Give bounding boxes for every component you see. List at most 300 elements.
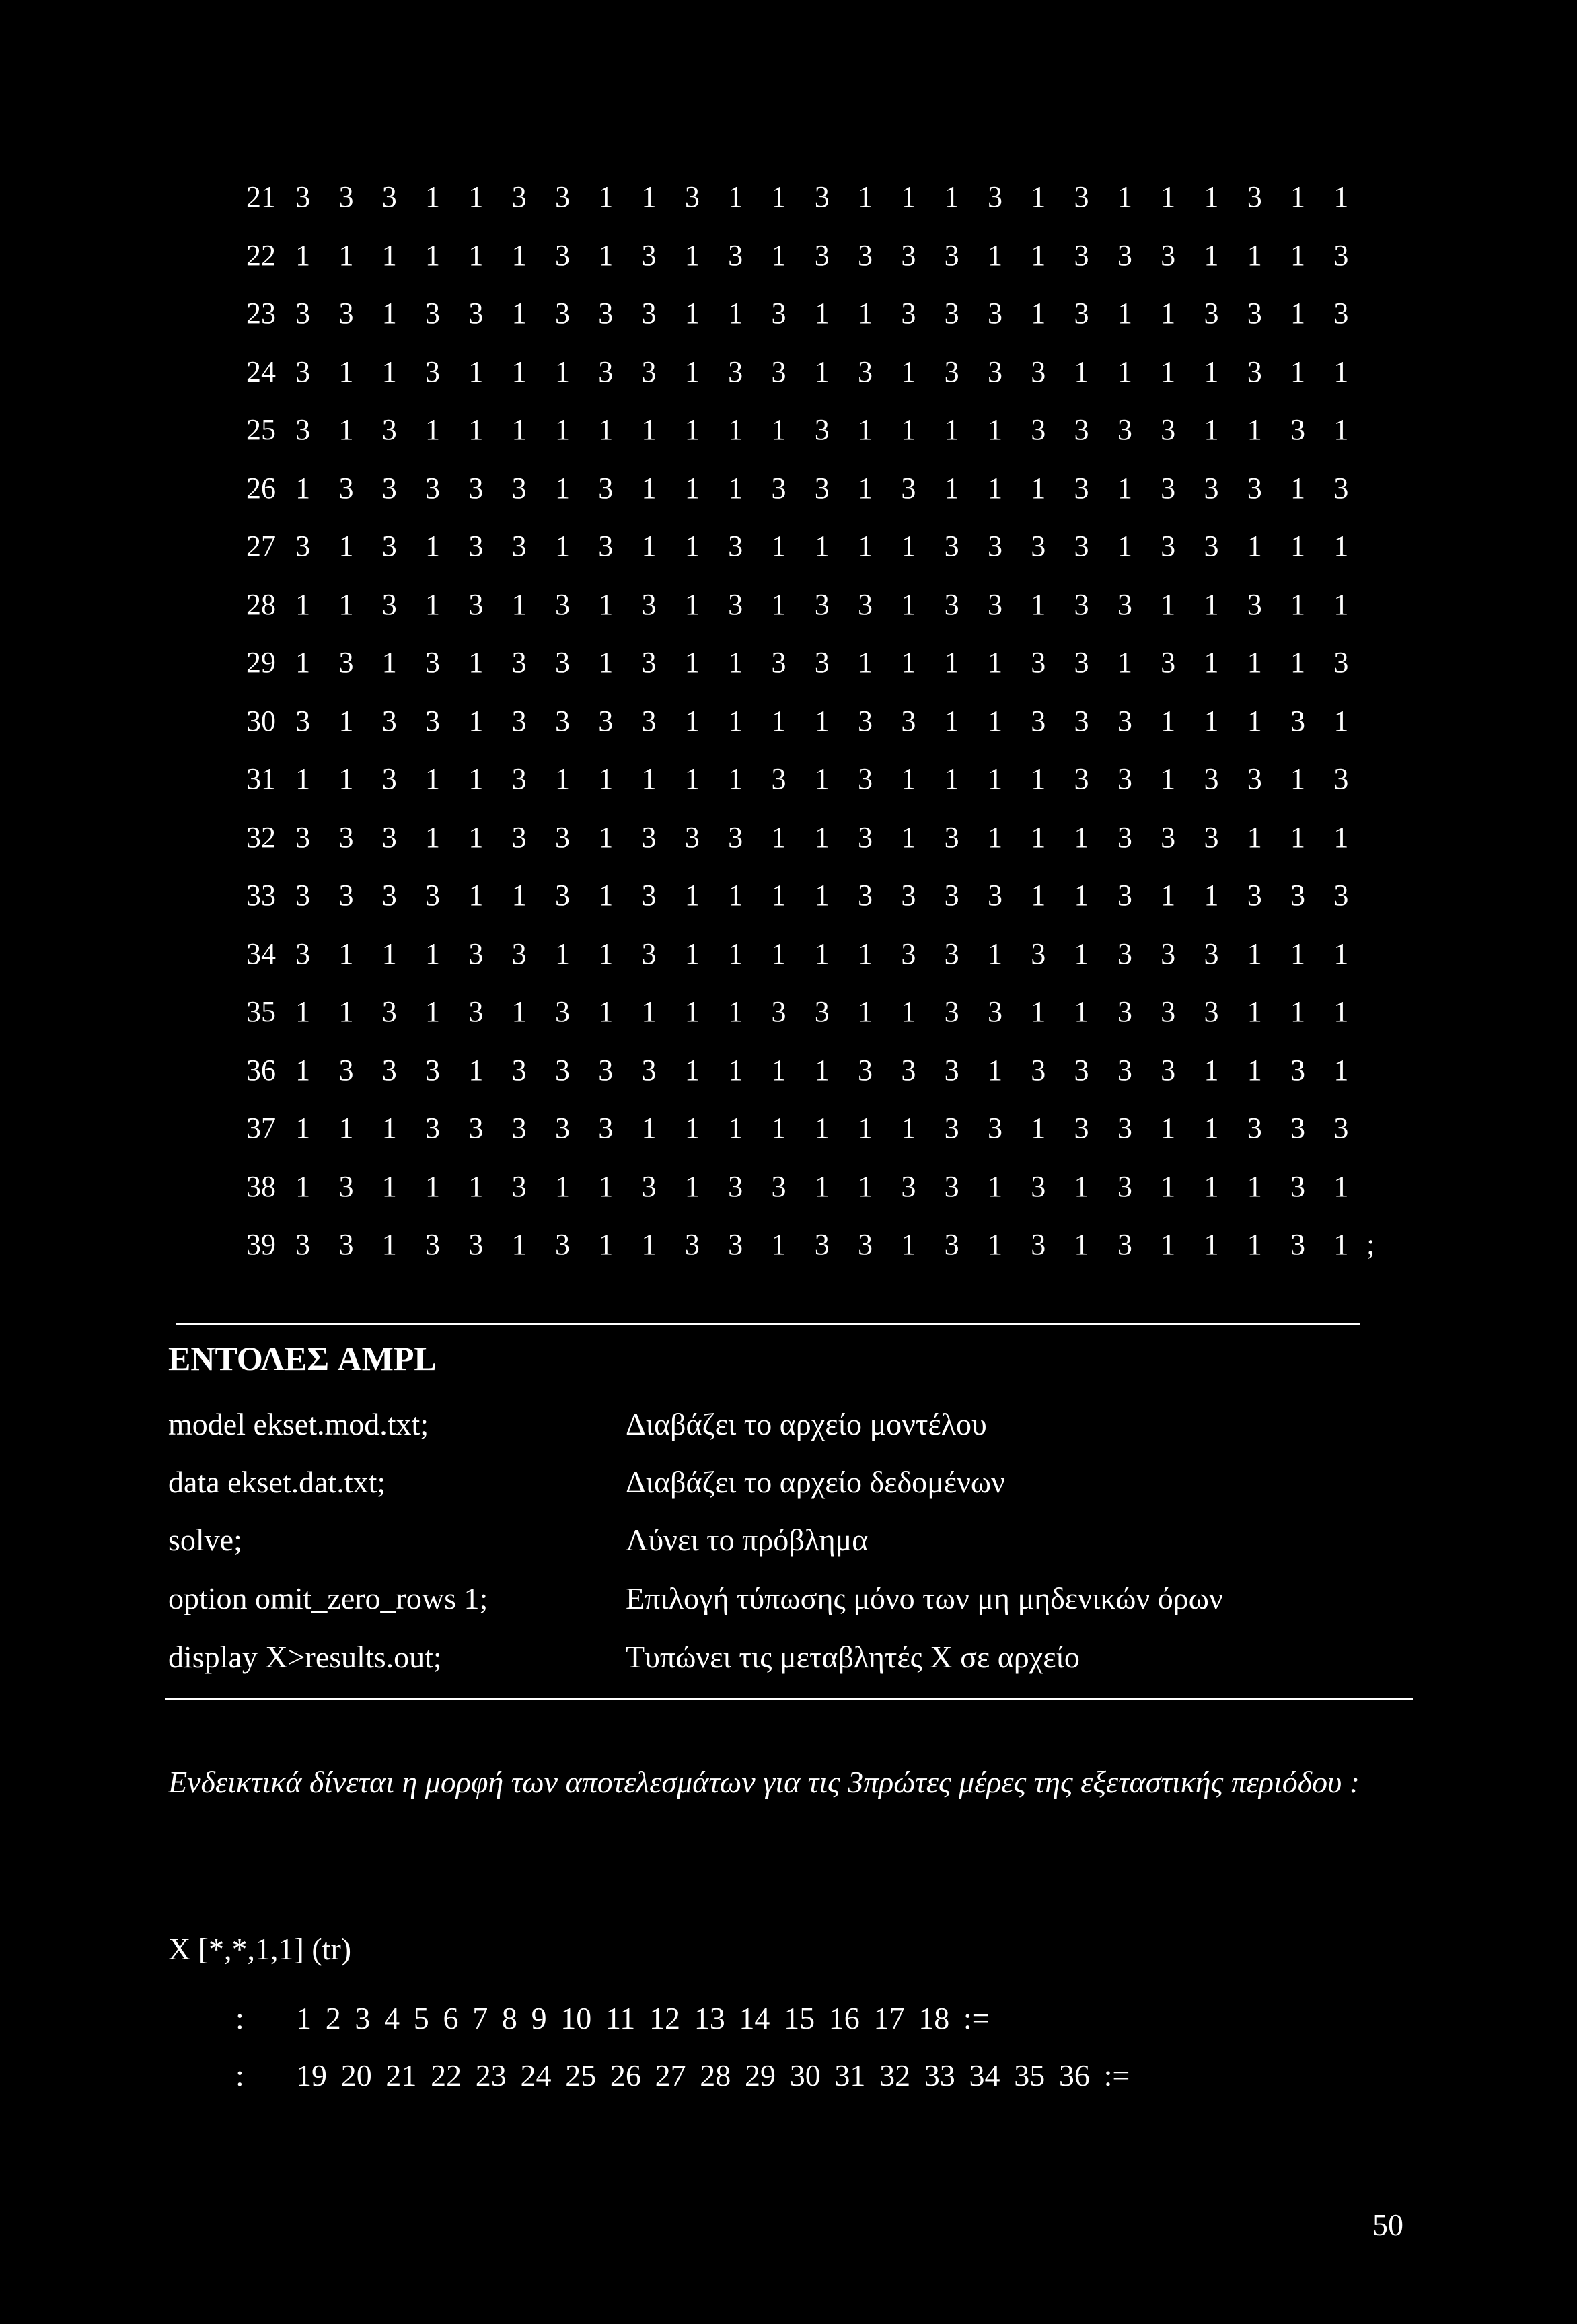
matrix-cell: 1 bbox=[1031, 180, 1046, 213]
matrix-cell: 3 bbox=[1117, 1228, 1132, 1261]
matrix-cell: 3 bbox=[1161, 238, 1176, 272]
matrix-cell: 1 bbox=[814, 879, 830, 912]
row-index: 39 bbox=[246, 1228, 276, 1261]
matrix-cell: 1 bbox=[338, 413, 354, 446]
matrix-cell: 1 bbox=[987, 1053, 1002, 1087]
matrix-cell: 1 bbox=[641, 180, 657, 213]
matrix-cell: 1 bbox=[1074, 820, 1089, 854]
matrix-cell: 3 bbox=[1074, 180, 1089, 213]
matrix-cell: 3 bbox=[641, 587, 657, 621]
matrix-cell: 1 bbox=[901, 995, 916, 1028]
matrix-cell: 3 bbox=[1247, 180, 1262, 213]
matrix-cell: 1 bbox=[944, 762, 959, 795]
matrix-cell: 1 bbox=[598, 995, 614, 1028]
matrix-cell: 1 bbox=[511, 355, 527, 388]
matrix-cell: 3 bbox=[468, 530, 484, 562]
row-index: 24 bbox=[246, 355, 276, 388]
matrix-cell: 1 bbox=[1333, 530, 1349, 562]
matrix-cell: 3 bbox=[554, 297, 570, 330]
matrix-cell: 3 bbox=[987, 587, 1002, 621]
matrix-cell: 3 bbox=[554, 704, 570, 737]
matrix-cell: 3 bbox=[1117, 1053, 1132, 1087]
matrix-cell: 3 bbox=[901, 471, 916, 505]
matrix-cell: 1 bbox=[987, 646, 1002, 679]
matrix-cell: 1 bbox=[814, 355, 830, 388]
matrix-cell: 1 bbox=[771, 1053, 786, 1087]
matrix-cell: 3 bbox=[295, 530, 311, 562]
matrix-cell: 1 bbox=[641, 471, 657, 505]
matrix-cell: 1 bbox=[1204, 1112, 1219, 1145]
matrix-cell: 1 bbox=[1247, 1169, 1262, 1203]
matrix-cell: 3 bbox=[944, 1228, 959, 1261]
matrix-cell: 1 bbox=[684, 530, 700, 562]
matrix-cell: 1 bbox=[1333, 587, 1349, 621]
matrix-cell: 3 bbox=[944, 587, 959, 621]
matrix-cell: 1 bbox=[381, 937, 397, 970]
matrix-cell: 3 bbox=[1333, 879, 1349, 912]
command-row bbox=[168, 1395, 1446, 1453]
matrix-cell: 3 bbox=[1074, 238, 1089, 272]
matrix-cell: 3 bbox=[598, 1053, 614, 1087]
matrix-cell: 1 bbox=[425, 820, 441, 854]
matrix-cell: 3 bbox=[944, 1112, 959, 1145]
matrix-row bbox=[222, 925, 1379, 984]
matrix-cell: 1 bbox=[554, 355, 570, 388]
matrix-cell: 3 bbox=[295, 820, 311, 854]
matrix-cell: 1 bbox=[1290, 937, 1306, 970]
matrix-cell: 1 bbox=[1161, 1169, 1176, 1203]
matrix-cell: 3 bbox=[1074, 704, 1089, 737]
matrix-cell: 1 bbox=[1117, 180, 1132, 213]
matrix-cell: 1 bbox=[1204, 1228, 1219, 1261]
matrix-cell: 3 bbox=[1161, 1053, 1176, 1087]
matrix-cell: 3 bbox=[381, 820, 397, 854]
matrix-cell: 3 bbox=[641, 297, 657, 330]
matrix-cell: 1 bbox=[944, 704, 959, 737]
matrix-cell: 1 bbox=[858, 995, 873, 1028]
matrix-cell: 1 bbox=[771, 238, 786, 272]
matrix-row bbox=[222, 227, 1379, 285]
matrix-cell: 1 bbox=[1031, 238, 1046, 272]
matrix-cell: 3 bbox=[858, 238, 873, 272]
matrix-cell: 3 bbox=[771, 995, 786, 1028]
matrix-cell: 1 bbox=[598, 587, 614, 621]
matrix-cell: 3 bbox=[901, 238, 916, 272]
matrix-cell: 1 bbox=[511, 879, 527, 912]
matrix-cell: 3 bbox=[1117, 879, 1132, 912]
matrix-cell: 3 bbox=[1074, 646, 1089, 679]
matrix-cell: 1 bbox=[1247, 704, 1262, 737]
matrix-cell: 3 bbox=[554, 1053, 570, 1087]
matrix-cell: 1 bbox=[1204, 704, 1219, 737]
matrix-cell: 3 bbox=[1031, 413, 1046, 446]
matrix-cell: 1 bbox=[511, 297, 527, 330]
matrix-cell: 1 bbox=[425, 762, 441, 795]
note-paragraph: Ενδεικτικά δίνεται η μορφή των αποτελεσμάτων για τις 3πρώτες μέρες της εξεταστικής περιόδου : bbox=[168, 1765, 1360, 1799]
matrix-cell: 1 bbox=[1290, 587, 1306, 621]
matrix-cell: 1 bbox=[381, 646, 397, 679]
matrix-cell: 3 bbox=[338, 879, 354, 912]
matrix-cell: 3 bbox=[641, 1053, 657, 1087]
matrix-cell: 3 bbox=[425, 1112, 441, 1145]
matrix-cell: 3 bbox=[381, 995, 397, 1028]
matrix-cell: 1 bbox=[901, 820, 916, 854]
matrix-cell: 3 bbox=[425, 879, 441, 912]
matrix-cell: 1 bbox=[944, 646, 959, 679]
matrix-cell: 1 bbox=[684, 355, 700, 388]
matrix-cell: 3 bbox=[771, 355, 786, 388]
matrix-cell: 1 bbox=[1247, 820, 1262, 854]
matrix-cell: 3 bbox=[858, 1053, 873, 1087]
matrix-cell: 1 bbox=[901, 530, 916, 562]
matrix-cell: 1 bbox=[728, 471, 743, 505]
matrix-cell: 3 bbox=[728, 820, 743, 854]
matrix-cell: 1 bbox=[468, 1169, 484, 1203]
matrix-cell: 1 bbox=[1290, 995, 1306, 1028]
matrix-cell: 3 bbox=[425, 355, 441, 388]
matrix-cell: 1 bbox=[901, 1112, 916, 1145]
matrix-cell: 3 bbox=[858, 587, 873, 621]
matrix-cell: 1 bbox=[728, 413, 743, 446]
matrix-cell: 1 bbox=[598, 937, 614, 970]
matrix-cell: 3 bbox=[295, 355, 311, 388]
matrix-cell: 1 bbox=[1333, 1228, 1349, 1261]
matrix-cell: 3 bbox=[1290, 1169, 1306, 1203]
matrix-cell: 3 bbox=[1117, 704, 1132, 737]
matrix-cell: 3 bbox=[1031, 1228, 1046, 1261]
matrix-cell: 1 bbox=[684, 238, 700, 272]
matrix-cell: 3 bbox=[554, 995, 570, 1028]
matrix-cell: 3 bbox=[598, 1112, 614, 1145]
matrix-cell: 3 bbox=[598, 471, 614, 505]
matrix-cell: 1 bbox=[987, 413, 1002, 446]
matrix-cell: 1 bbox=[1204, 413, 1219, 446]
matrix-cell: 1 bbox=[1161, 762, 1176, 795]
matrix-cell: 1 bbox=[468, 704, 484, 737]
matrix-cell: 3 bbox=[1333, 762, 1349, 795]
matrix-cell: 3 bbox=[338, 297, 354, 330]
matrix-cell: 3 bbox=[814, 1228, 830, 1261]
matrix-cell: 1 bbox=[901, 762, 916, 795]
top-rule bbox=[176, 1323, 1360, 1325]
matrix-cell: 1 bbox=[987, 238, 1002, 272]
matrix-cell: 1 bbox=[1247, 1228, 1262, 1261]
matrix-cell: 1 bbox=[641, 995, 657, 1028]
output-colon: : bbox=[235, 2001, 244, 2035]
matrix-cell: 1 bbox=[598, 879, 614, 912]
matrix-cell: 3 bbox=[425, 297, 441, 330]
matrix-cell: 1 bbox=[858, 937, 873, 970]
matrix-cell: 1 bbox=[1333, 1053, 1349, 1087]
matrix-cell: 3 bbox=[987, 879, 1002, 912]
matrix-cell: 1 bbox=[338, 937, 354, 970]
matrix-cell: 3 bbox=[771, 471, 786, 505]
matrix-cell: 1 bbox=[684, 937, 700, 970]
matrix-row bbox=[222, 1042, 1379, 1100]
matrix-row bbox=[222, 576, 1379, 634]
matrix-cell: 3 bbox=[554, 1112, 570, 1145]
matrix-cell: 1 bbox=[1031, 297, 1046, 330]
row-index: 35 bbox=[246, 995, 276, 1028]
matrix-cell: 1 bbox=[425, 587, 441, 621]
matrix-cell: 3 bbox=[1333, 471, 1349, 505]
matrix-cell: 3 bbox=[771, 1169, 786, 1203]
matrix-cell: 1 bbox=[858, 1169, 873, 1203]
matrix-cell: 3 bbox=[641, 704, 657, 737]
matrix-cell: 1 bbox=[1031, 820, 1046, 854]
matrix-cell: 1 bbox=[771, 530, 786, 562]
matrix-cell: 1 bbox=[1204, 238, 1219, 272]
matrix-cell: 3 bbox=[1117, 1169, 1132, 1203]
matrix-cell: 3 bbox=[641, 646, 657, 679]
matrix-cell: 3 bbox=[511, 1169, 527, 1203]
matrix-cell: 1 bbox=[1161, 180, 1176, 213]
matrix-cell: 3 bbox=[1074, 587, 1089, 621]
matrix-cell: 1 bbox=[468, 762, 484, 795]
matrix-cell: 1 bbox=[295, 762, 311, 795]
matrix-cell: 3 bbox=[901, 879, 916, 912]
matrix-cell: 1 bbox=[771, 180, 786, 213]
matrix-cell: 3 bbox=[1290, 1053, 1306, 1087]
command-row bbox=[168, 1628, 1446, 1686]
matrix-cell: 1 bbox=[684, 471, 700, 505]
matrix-cell: 1 bbox=[814, 1053, 830, 1087]
matrix-cell: 3 bbox=[944, 238, 959, 272]
row-terminator: ; bbox=[1366, 1228, 1375, 1261]
matrix-cell: 3 bbox=[381, 762, 397, 795]
matrix-cell: 1 bbox=[814, 297, 830, 330]
matrix-cell: 1 bbox=[1204, 1169, 1219, 1203]
matrix-cell: 1 bbox=[511, 587, 527, 621]
command-description: Διαβάζει το αρχείο μοντέλου bbox=[626, 1407, 987, 1441]
matrix-cell: 3 bbox=[511, 471, 527, 505]
matrix-cell: 1 bbox=[641, 1112, 657, 1145]
matrix-cell: 3 bbox=[944, 820, 959, 854]
matrix-cell: 3 bbox=[944, 1053, 959, 1087]
matrix-cell: 3 bbox=[944, 1169, 959, 1203]
matrix-cell: 1 bbox=[1074, 879, 1089, 912]
matrix-cell: 1 bbox=[987, 937, 1002, 970]
matrix-cell: 3 bbox=[1161, 471, 1176, 505]
matrix-row bbox=[222, 401, 1379, 460]
matrix-cell: 3 bbox=[641, 1169, 657, 1203]
command-text: solve; bbox=[168, 1523, 242, 1557]
matrix-cell: 3 bbox=[381, 413, 397, 446]
matrix-row bbox=[222, 343, 1379, 402]
matrix-cell: 1 bbox=[1074, 1228, 1089, 1261]
matrix-cell: 3 bbox=[1290, 413, 1306, 446]
matrix-cell: 1 bbox=[381, 1112, 397, 1145]
row-index: 25 bbox=[246, 413, 276, 446]
matrix-cell: 3 bbox=[468, 995, 484, 1028]
matrix-cell: 1 bbox=[1074, 355, 1089, 388]
matrix-cell: 1 bbox=[338, 238, 354, 272]
matrix-cell: 3 bbox=[1204, 471, 1219, 505]
command-row bbox=[168, 1511, 1446, 1569]
matrix-cell: 3 bbox=[1117, 1112, 1132, 1145]
matrix-cell: 3 bbox=[1290, 1228, 1306, 1261]
matrix-cell: 3 bbox=[598, 355, 614, 388]
row-index: 23 bbox=[246, 297, 276, 330]
matrix-cell: 1 bbox=[1161, 297, 1176, 330]
row-index: 21 bbox=[246, 180, 276, 213]
matrix-cell: 1 bbox=[684, 1112, 700, 1145]
matrix-cell: 1 bbox=[425, 413, 441, 446]
matrix-cell: 3 bbox=[944, 355, 959, 388]
page-number: 50 bbox=[1372, 2208, 1403, 2242]
matrix-cell: 1 bbox=[901, 355, 916, 388]
matrix-cell: 3 bbox=[338, 1228, 354, 1261]
matrix-cell: 1 bbox=[554, 530, 570, 562]
matrix-cell: 1 bbox=[338, 1112, 354, 1145]
matrix-cell: 1 bbox=[1290, 297, 1306, 330]
data-matrix bbox=[222, 168, 1379, 1274]
command-text: data ekset.dat.txt; bbox=[168, 1465, 386, 1499]
matrix-cell: 3 bbox=[944, 297, 959, 330]
matrix-cell: 1 bbox=[728, 1112, 743, 1145]
matrix-cell: 3 bbox=[987, 1112, 1002, 1145]
matrix-cell: 3 bbox=[381, 704, 397, 737]
matrix-cell: 3 bbox=[338, 646, 354, 679]
matrix-cell: 3 bbox=[468, 937, 484, 970]
matrix-cell: 1 bbox=[1161, 355, 1176, 388]
matrix-cell: 1 bbox=[987, 1228, 1002, 1261]
matrix-cell: 3 bbox=[511, 646, 527, 679]
matrix-row bbox=[222, 983, 1379, 1042]
matrix-cell: 3 bbox=[814, 646, 830, 679]
matrix-cell: 1 bbox=[511, 413, 527, 446]
matrix-cell: 1 bbox=[468, 879, 484, 912]
matrix-cell: 1 bbox=[987, 471, 1002, 505]
matrix-cell: 1 bbox=[598, 238, 614, 272]
matrix-cell: 1 bbox=[381, 355, 397, 388]
matrix-cell: 1 bbox=[684, 1053, 700, 1087]
matrix-row bbox=[222, 692, 1379, 751]
matrix-cell: 1 bbox=[1117, 355, 1132, 388]
row-index: 33 bbox=[246, 879, 276, 912]
matrix-cell: 3 bbox=[295, 937, 311, 970]
matrix-cell: 1 bbox=[1074, 1169, 1089, 1203]
matrix-cell: 3 bbox=[381, 471, 397, 505]
matrix-cell: 1 bbox=[1247, 937, 1262, 970]
matrix-cell: 3 bbox=[728, 1228, 743, 1261]
matrix-cell: 3 bbox=[1031, 1169, 1046, 1203]
row-index: 22 bbox=[246, 238, 276, 272]
matrix-cell: 1 bbox=[295, 1112, 311, 1145]
matrix-cell: 3 bbox=[858, 1228, 873, 1261]
matrix-cell: 1 bbox=[944, 413, 959, 446]
row-index: 36 bbox=[246, 1053, 276, 1087]
matrix-cell: 3 bbox=[858, 820, 873, 854]
matrix-cell: 3 bbox=[1031, 355, 1046, 388]
command-row bbox=[168, 1453, 1446, 1511]
matrix-cell: 1 bbox=[598, 820, 614, 854]
matrix-cell: 3 bbox=[901, 1169, 916, 1203]
matrix-cell: 1 bbox=[1204, 646, 1219, 679]
matrix-cell: 1 bbox=[468, 355, 484, 388]
matrix-cell: 1 bbox=[684, 1169, 700, 1203]
matrix-cell: 1 bbox=[338, 704, 354, 737]
matrix-cell: 1 bbox=[1290, 646, 1306, 679]
matrix-cell: 3 bbox=[338, 820, 354, 854]
matrix-cell: 3 bbox=[1333, 646, 1349, 679]
matrix-cell: 1 bbox=[1031, 587, 1046, 621]
matrix-cell: 1 bbox=[901, 587, 916, 621]
matrix-cell: 3 bbox=[468, 1228, 484, 1261]
matrix-cell: 1 bbox=[554, 762, 570, 795]
matrix-cell: 3 bbox=[468, 587, 484, 621]
matrix-cell: 3 bbox=[1161, 820, 1176, 854]
matrix-cell: 3 bbox=[1247, 587, 1262, 621]
matrix-cell: 1 bbox=[684, 762, 700, 795]
matrix-cell: 3 bbox=[1161, 995, 1176, 1028]
matrix-row bbox=[222, 867, 1379, 925]
matrix-cell: 1 bbox=[1333, 704, 1349, 737]
matrix-cell: 1 bbox=[1031, 995, 1046, 1028]
matrix-cell: 1 bbox=[1247, 646, 1262, 679]
matrix-cell: 3 bbox=[944, 879, 959, 912]
matrix-cell: 1 bbox=[684, 587, 700, 621]
matrix-cell: 1 bbox=[1333, 180, 1349, 213]
matrix-cell: 3 bbox=[1290, 1112, 1306, 1145]
matrix-cell: 3 bbox=[1204, 530, 1219, 562]
matrix-cell: 3 bbox=[1074, 297, 1089, 330]
matrix-cell: 1 bbox=[728, 180, 743, 213]
matrix-cell: 3 bbox=[511, 530, 527, 562]
matrix-cell: 3 bbox=[381, 587, 397, 621]
matrix-cell: 3 bbox=[728, 238, 743, 272]
row-index: 28 bbox=[246, 587, 276, 621]
matrix-cell: 1 bbox=[1204, 587, 1219, 621]
matrix-cell: 1 bbox=[1074, 937, 1089, 970]
matrix-cell: 3 bbox=[944, 937, 959, 970]
matrix-cell: 3 bbox=[598, 530, 614, 562]
matrix-cell: 1 bbox=[381, 238, 397, 272]
matrix-cell: 3 bbox=[511, 820, 527, 854]
row-index: 29 bbox=[246, 646, 276, 679]
matrix-cell: 3 bbox=[1247, 1112, 1262, 1145]
matrix-cell: 1 bbox=[728, 704, 743, 737]
matrix-cell: 1 bbox=[814, 762, 830, 795]
matrix-cell: 3 bbox=[554, 820, 570, 854]
matrix-cell: 1 bbox=[814, 937, 830, 970]
matrix-cell: 3 bbox=[1074, 1053, 1089, 1087]
matrix-cell: 1 bbox=[554, 471, 570, 505]
matrix-cell: 3 bbox=[1247, 355, 1262, 388]
matrix-cell: 3 bbox=[1074, 762, 1089, 795]
matrix-cell: 3 bbox=[511, 704, 527, 737]
matrix-cell: 3 bbox=[814, 238, 830, 272]
matrix-cell: 1 bbox=[1031, 471, 1046, 505]
matrix-cell: 1 bbox=[771, 704, 786, 737]
matrix-cell: 1 bbox=[858, 180, 873, 213]
row-index: 32 bbox=[246, 820, 276, 854]
matrix-cell: 1 bbox=[1204, 355, 1219, 388]
matrix-cell: 1 bbox=[814, 704, 830, 737]
matrix-cell: 3 bbox=[987, 180, 1002, 213]
matrix-cell: 3 bbox=[858, 355, 873, 388]
matrix-cell: 3 bbox=[1247, 879, 1262, 912]
matrix-cell: 1 bbox=[728, 937, 743, 970]
row-index: 34 bbox=[246, 937, 276, 970]
matrix-cell: 3 bbox=[987, 297, 1002, 330]
matrix-cell: 3 bbox=[1204, 820, 1219, 854]
matrix-cell: 3 bbox=[1031, 646, 1046, 679]
matrix-cell: 1 bbox=[1333, 995, 1349, 1028]
matrix-cell: 1 bbox=[987, 762, 1002, 795]
matrix-cell: 1 bbox=[554, 1169, 570, 1203]
matrix-cell: 1 bbox=[554, 937, 570, 970]
